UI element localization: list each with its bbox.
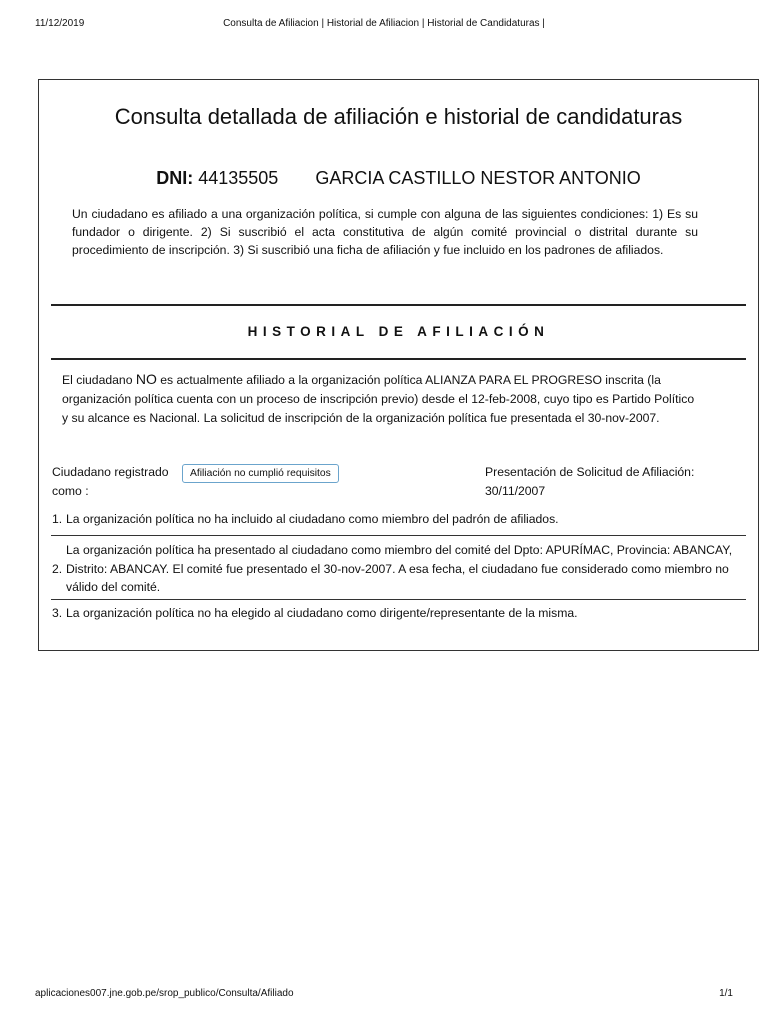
status-post: es actualmente afiliado a la organización política ALIANZA PARA EL PROGRESO inscrita (la organización política cuenta con un proceso de inscripción previo) desde el 12-feb-2008, cuyo tipo es Partido Político y su alcance es Nacional. La solicitud de inscripción de la organización política fue presentada el 30-nov-2007. [62, 373, 695, 425]
status-no: NO [135, 371, 157, 387]
item-number: 3. [52, 606, 63, 620]
item-text: La organización política no ha elegido al ciudadano como dirigente/representante de la misma. [66, 606, 578, 620]
print-url: aplicaciones007.jne.gob.pe/srop_publico/Consulta/Afiliado [35, 988, 294, 999]
dni-number: 44135505 [198, 168, 279, 188]
print-title: Consulta de Afiliacion | Historial de Afiliacion | Historial de Candidaturas | [223, 18, 545, 29]
affiliation-report [38, 79, 759, 651]
divider [51, 599, 746, 600]
print-date: 11/12/2019 [35, 18, 85, 29]
item-text: La organización política no ha incluido al ciudadano como miembro del padrón de afiliados. [66, 512, 559, 526]
status-pre: El ciudadano [62, 373, 136, 387]
registration-label: Ciudadano registrado como : [52, 465, 169, 498]
divider [51, 304, 746, 306]
item-number: 1. [52, 512, 63, 526]
status-badge: Afiliación no cumplió requisitos [182, 464, 339, 483]
divider [51, 535, 746, 536]
item-text: La organización política ha presentado al ciudadano como miembro del comité del Dpto: APURÍMAC, Provincia: ABANCAY, Distrito: ABANCAY. El comité fue presentado el 30-nov-2007. A esa fecha, el ciudadano fue considerado como miembro no válido del comité. [66, 543, 733, 595]
affiliation-status [62, 370, 702, 428]
print-footer [35, 988, 733, 1002]
section-title: HISTORIAL DE AFILIACIÓN [247, 324, 550, 339]
intro-text: Un ciudadano es afiliado a una organización política, si cumple con alguna de las siguientes condiciones: 1) Es su fundador o dirigente. 2) Si suscribió el acta constitutiva de algún comité provincial o distrital durante su procedimiento de inscripción. 3) Si suscribió una ficha de afiliación y fue incluido en los padrones de afiliados. [72, 207, 698, 258]
dni-label: DNI: [156, 168, 194, 188]
print-header [35, 18, 733, 32]
page-title: Consulta detallada de afiliación e historial de candidaturas [114, 104, 683, 129]
divider [51, 358, 746, 360]
item-number: 2. [52, 561, 63, 576]
list-item [52, 510, 734, 530]
presentation-date: Presentación de Solicitud de Afiliación: 30/11/2007 [485, 465, 695, 498]
person-line [39, 168, 758, 189]
list-item [52, 604, 734, 624]
list-item [52, 541, 734, 598]
person-name: GARCIA CASTILLO NESTOR ANTONIO [315, 168, 641, 188]
page-number: 1/1 [719, 988, 733, 999]
